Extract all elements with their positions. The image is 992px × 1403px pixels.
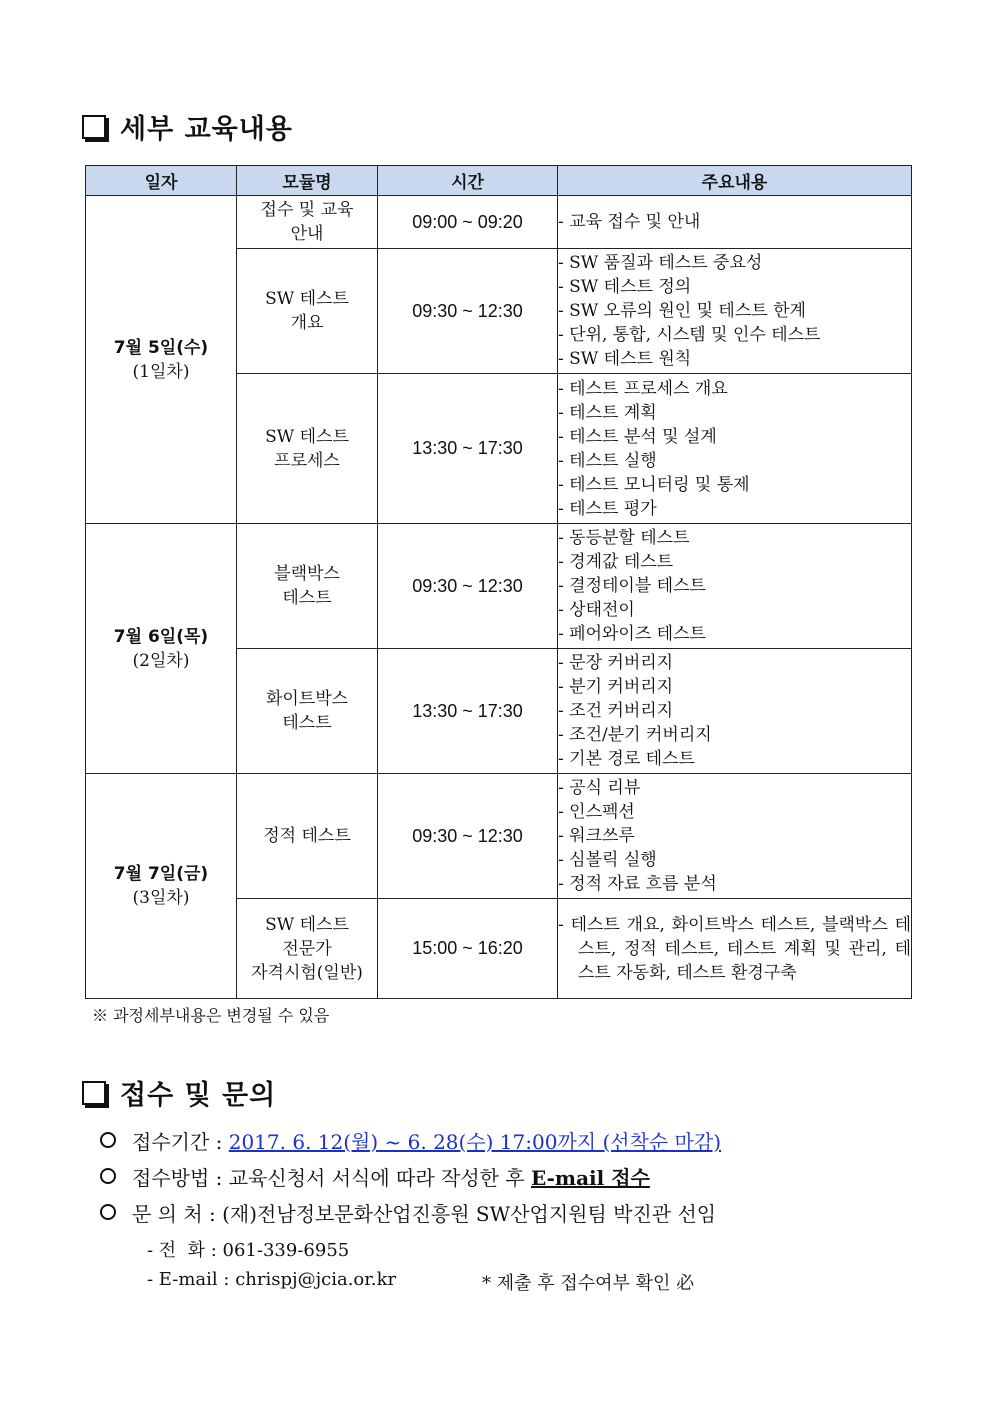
content-item: - 테스트 계획 xyxy=(558,401,911,425)
content-item: - 테스트 개요, 화이트박스 테스트, 블랙박스 테스트, 정적 테스트, 테스트 계획 및 관리, 테스트 자동화, 테스트 환경구축 xyxy=(558,913,911,985)
schedule-table xyxy=(85,165,912,999)
module-line: 안내 xyxy=(290,224,324,244)
module-cell xyxy=(237,899,378,999)
content-cell xyxy=(558,649,912,774)
content-item: - 문장 커버리지 xyxy=(558,651,911,675)
module-line: 테스트 xyxy=(282,588,332,608)
content-cell xyxy=(558,774,912,899)
time-cell: 09:30 ~ 12:30 xyxy=(378,774,558,899)
module-line: 화이트박스 xyxy=(265,689,349,709)
content-item: - 심볼릭 실행 xyxy=(558,848,911,872)
time-cell: 13:30 ~ 17:30 xyxy=(378,374,558,524)
period-label: 접수기간 : xyxy=(132,1130,229,1154)
content-item: - 테스트 모니터링 및 통제 xyxy=(558,473,911,497)
module-cell xyxy=(237,374,378,524)
content-item: - 공식 리뷰 xyxy=(558,776,911,800)
day-cell xyxy=(86,196,237,524)
content-cell xyxy=(558,196,912,249)
content-item: - 분기 커버리지 xyxy=(558,675,911,699)
module-line: 정적 테스트 xyxy=(263,826,351,846)
content-item: - 테스트 실행 xyxy=(558,449,911,473)
content-item: - 상태전이 xyxy=(558,598,911,622)
time-cell: 15:00 ~ 16:20 xyxy=(378,899,558,999)
content-item: - 조건/분기 커버리지 xyxy=(558,723,911,747)
module-line: 프로세스 xyxy=(274,450,340,471)
content-item: - SW 오류의 원인 및 테스트 한계 xyxy=(558,299,911,323)
table-row xyxy=(86,196,912,249)
circle-bullet-icon xyxy=(100,1132,116,1148)
module-line: 블랙박스 xyxy=(274,564,340,584)
content-cell xyxy=(558,524,912,649)
content-item: - 교육 접수 및 안내 xyxy=(558,210,911,234)
content-item: - 테스트 분석 및 설계 xyxy=(558,425,911,449)
content-item: - SW 품질과 테스트 중요성 xyxy=(558,251,911,275)
content-item: - 인스펙션 xyxy=(558,800,911,824)
module-line: 개요 xyxy=(290,313,324,333)
content-item: - 결정테이블 테스트 xyxy=(558,574,911,598)
module-cell xyxy=(237,196,378,249)
module-cell xyxy=(237,249,378,374)
day-date: 7월 7일(금) xyxy=(113,864,209,884)
info-phone xyxy=(147,1236,349,1262)
time-cell: 13:30 ~ 17:30 xyxy=(378,649,558,774)
method-value: E-mail 접수 xyxy=(531,1166,650,1190)
table-note: ※ 과정세부내용은 변경될 수 있음 xyxy=(92,1006,330,1025)
section-title: 세부 교육내용 xyxy=(120,114,293,145)
header-module: 모듈명 xyxy=(237,166,378,196)
day-date: 7월 5일(수) xyxy=(113,337,209,358)
module-line: 테스트 xyxy=(282,713,332,733)
email-note: * 제출 후 접수여부 확인 必 xyxy=(482,1273,695,1294)
content-item: - SW 테스트 원칙 xyxy=(558,347,911,371)
info-email xyxy=(147,1269,396,1290)
content-item: - 경계값 테스트 xyxy=(558,550,911,574)
day-cell xyxy=(86,524,237,774)
circle-bullet-icon xyxy=(100,1168,116,1184)
content-item: - 동등분할 테스트 xyxy=(558,526,911,550)
module-line: 자격시험(일반) xyxy=(251,962,363,983)
day-sub: (3일차) xyxy=(132,888,190,908)
phone-label: - 전 화 : xyxy=(147,1240,223,1261)
contact-label: 문 의 처 : (재)전남정보문화산업진흥원 SW산업지원팀 박진관 선임 xyxy=(132,1202,717,1226)
time-cell: 09:30 ~ 12:30 xyxy=(378,249,558,374)
section-title: 접수 및 문의 xyxy=(120,1080,277,1111)
phone-value: 061-339-6955 xyxy=(222,1240,350,1261)
section-heading-details xyxy=(82,107,293,146)
day-cell xyxy=(86,774,237,999)
content-item: - 테스트 평가 xyxy=(558,497,911,521)
header-date: 일자 xyxy=(86,166,237,196)
module-cell xyxy=(237,774,378,899)
time-cell: 09:30 ~ 12:30 xyxy=(378,524,558,649)
info-contact xyxy=(100,1198,716,1227)
content-item: - 테스트 프로세스 개요 xyxy=(558,377,911,401)
period-value: 2017. 6. 12(월) ~ 6. 28(수) 17:00까지 (선착순 마감) xyxy=(228,1130,722,1154)
content-cell xyxy=(558,249,912,374)
content-item: - 기본 경로 테스트 xyxy=(558,747,911,771)
day-sub: (1일차) xyxy=(132,361,190,382)
content-item: - 단위, 통합, 시스템 및 인수 테스트 xyxy=(558,323,911,347)
content-cell xyxy=(558,899,912,999)
module-cell xyxy=(237,524,378,649)
table-row xyxy=(86,774,912,899)
method-label: 접수방법 : 교육신청서 서식에 따라 작성한 후 xyxy=(132,1166,531,1190)
module-line: SW 테스트 xyxy=(265,289,349,309)
day-date: 7월 6일(목) xyxy=(113,626,209,647)
day-sub: (2일차) xyxy=(132,650,190,671)
time-cell: 09:00 ~ 09:20 xyxy=(378,196,558,249)
content-item: - 워크쓰루 xyxy=(558,824,911,848)
table-row xyxy=(86,524,912,649)
content-item: - 정적 자료 흐름 분석 xyxy=(558,872,911,896)
content-item: - 페어와이즈 테스트 xyxy=(558,622,911,646)
module-line: SW 테스트 xyxy=(265,914,349,935)
checkbox-square-icon xyxy=(82,115,106,139)
circle-bullet-icon xyxy=(100,1204,116,1220)
info-method xyxy=(100,1162,650,1191)
table-header-row xyxy=(86,166,912,196)
module-cell xyxy=(237,649,378,774)
email-value[interactable]: chrispj@jcia.or.kr xyxy=(235,1269,397,1290)
content-cell xyxy=(558,374,912,524)
email-label: - E-mail : xyxy=(147,1269,236,1290)
header-content: 주요내용 xyxy=(558,166,912,196)
checkbox-square-icon xyxy=(82,1081,106,1105)
content-item: - 조건 커버리지 xyxy=(558,699,911,723)
section-heading-contact xyxy=(82,1073,276,1112)
module-line: SW 테스트 xyxy=(265,426,349,447)
info-period xyxy=(100,1126,721,1155)
module-line: 접수 및 교육 xyxy=(260,200,354,220)
module-line: 전문가 xyxy=(282,938,332,959)
content-item: - SW 테스트 정의 xyxy=(558,275,911,299)
header-time: 시간 xyxy=(378,166,558,196)
